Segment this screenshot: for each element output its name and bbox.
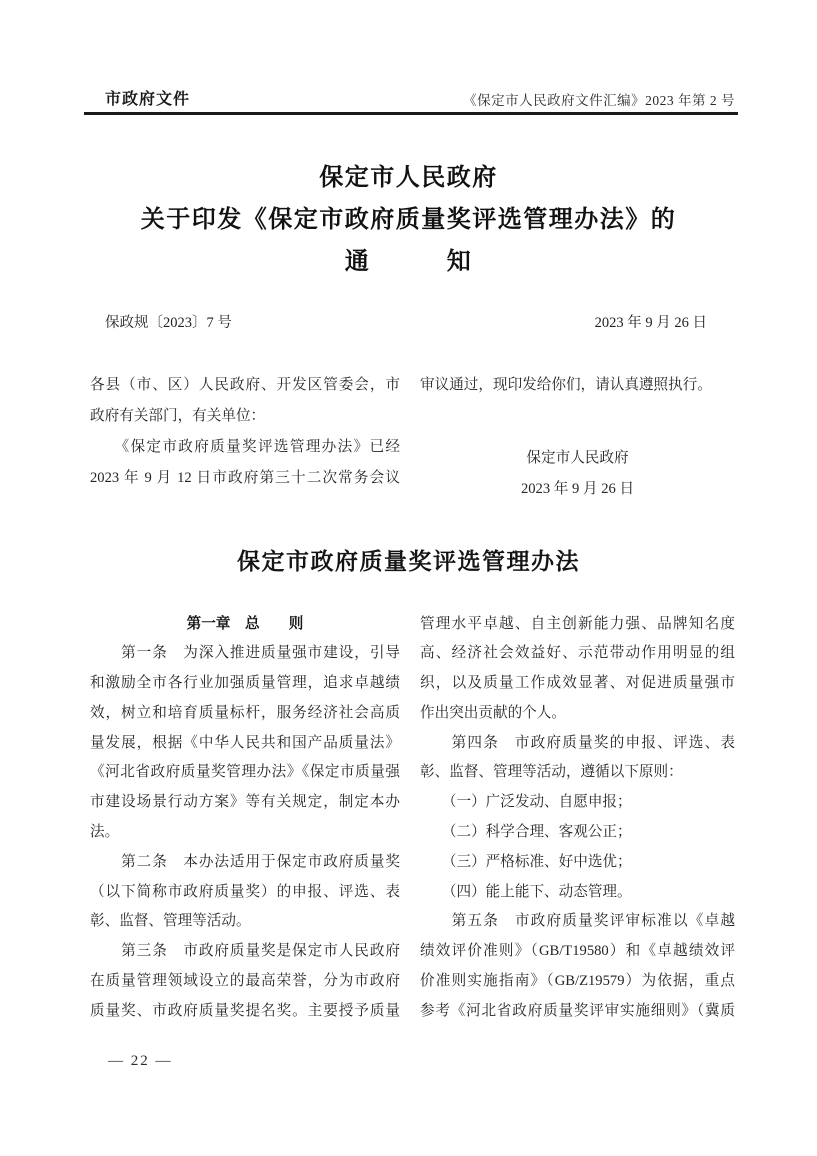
title-line-1: 保定市人民政府 xyxy=(319,164,498,191)
notice-title xyxy=(0,157,817,283)
body-line: 作出突出贡献的个人。 xyxy=(420,704,566,721)
doc-meta-row xyxy=(105,311,707,332)
body-line: 参考《河北省政府质量奖评审实施细则》（冀质 xyxy=(420,1002,735,1019)
body-line: 管理水平卓越、自主创新能力强、品牌知名度 xyxy=(420,615,735,632)
notice-line: 审议通过，现印发给你们，请认真遵照执行。 xyxy=(420,376,712,393)
doc-number: 保政规〔2023〕7 号 xyxy=(105,314,232,331)
body-line: 高、经济社会效益好、示范带动作用明显的组 xyxy=(420,645,735,662)
chapter-heading: 第一章 总 则 xyxy=(186,615,304,632)
body-line: 法。 xyxy=(90,824,120,841)
regulation-right-column xyxy=(420,610,735,1027)
body-line: （以下简称市政府质量奖）的申报、评选、表 xyxy=(90,883,400,900)
header-compilation-label: 《保定市人民政府文件汇编》2023 年第 2 号 xyxy=(463,93,735,108)
body-line: 效，树立和培育质量标杆，服务经济社会高质 xyxy=(90,704,400,721)
regulation-body xyxy=(90,610,735,1027)
notice-line: 各县（市、区）人民政府、开发区管委会，市 xyxy=(90,376,400,393)
body-line: 市建设场景行动方案》等有关规定，制定本办 xyxy=(90,794,400,811)
signature-date: 2023 年 9 月 26 日 xyxy=(520,480,635,497)
body-line: 价准则实施指南》（GB/Z19579）为依据，重点 xyxy=(420,973,735,990)
body-line: （二）科学合理、客观公正； xyxy=(420,824,632,841)
body-line: 彰、监督、管理等活动，遵循以下原则： xyxy=(420,764,683,781)
header-rule xyxy=(84,112,738,115)
regulation-title: 保定市政府质量奖评选管理办法 xyxy=(237,547,580,574)
notice-line: 政府有关部门，有关单位： xyxy=(90,407,266,424)
body-line: 第三条 市政府质量奖是保定市人民政府 xyxy=(90,943,400,960)
page-number: — 22 — xyxy=(108,1053,173,1069)
notice-right-column xyxy=(420,370,735,505)
signature-block xyxy=(420,443,735,505)
body-line: 彰、监督、管理等活动。 xyxy=(90,913,251,930)
notice-body xyxy=(90,370,735,505)
notice-line: 2023 年 9 月 12 日市政府第三十二次常务会议 xyxy=(90,469,400,486)
page-header xyxy=(90,86,735,109)
title-line-3: 通 知 xyxy=(344,248,473,275)
body-line: 第五条 市政府质量奖评审标准以《卓越 xyxy=(420,913,735,930)
signature-name: 保定市人民政府 xyxy=(526,449,629,466)
body-line: 《河北省政府质量奖管理办法》《保定市质量强 xyxy=(90,764,400,781)
body-line: 第一条 为深入推进质量强市建设，引导 xyxy=(90,645,400,662)
body-line: （三）严格标准、好中选优； xyxy=(420,853,632,870)
body-line: 织，以及质量工作成效显著、对促进质量强市 xyxy=(420,675,735,692)
body-line: 绩效评价准则》（GB/T19580）和《卓越绩效评 xyxy=(420,943,735,960)
body-line: 第二条 本办法适用于保定市政府质量奖 xyxy=(90,853,400,870)
doc-date: 2023 年 9 月 26 日 xyxy=(594,314,707,331)
notice-left-column xyxy=(90,370,400,505)
body-line: （一）广泛发动、自愿申报； xyxy=(420,794,632,811)
title-line-2: 关于印发《保定市政府质量奖评选管理办法》的 xyxy=(140,206,677,233)
body-line: 量发展，根据《中华人民共和国产品质量法》 xyxy=(90,734,400,751)
regulation-left-column xyxy=(90,610,400,1027)
body-line: 第四条 市政府质量奖的申报、评选、表 xyxy=(420,734,735,751)
body-line: 质量奖、市政府质量奖提名奖。主要授予质量 xyxy=(90,1002,400,1019)
body-line: （四）能上能下、动态管理。 xyxy=(420,883,632,900)
notice-line: 《保定市政府质量奖评选管理办法》已经 xyxy=(90,438,400,455)
body-line: 在质量管理领域设立的最高荣誉，分为市政府 xyxy=(90,973,400,990)
body-line: 和激励全市各行业加强质量管理，追求卓越绩 xyxy=(90,675,400,692)
header-doc-type-label: 市政府文件 xyxy=(105,91,191,108)
